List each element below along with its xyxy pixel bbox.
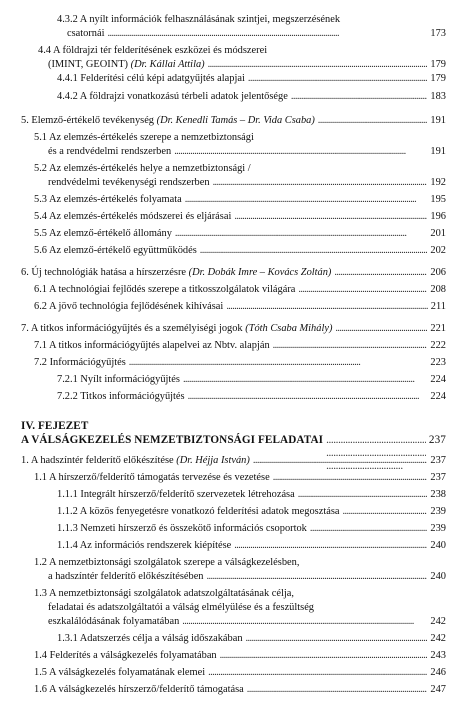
leader-dots <box>226 301 427 313</box>
toc-entry-text: 1.6 A válságkezelés hírszerző/felderítő támogatása <box>34 684 244 695</box>
toc-page-number: 195 <box>430 194 446 205</box>
toc-entry[interactable] <box>57 540 446 552</box>
toc-entry-text: 6.1 A technológiai fejlődés szerepe a titkosszolgálatok világára <box>34 284 296 295</box>
toc-entry-title: 7. A titkos információgyűjtés és a személyiségi jogok <box>21 323 246 334</box>
toc-entry-text: 1.1.1 Integrált hírszerző/felderítő szervezetek létrehozása <box>57 489 295 500</box>
toc-page-number: 211 <box>430 301 446 312</box>
toc-entry-text: 1.1.4 Az információs rendszerek kiépítése <box>57 540 232 551</box>
toc-page-number: 221 <box>430 323 446 334</box>
toc-entry-text: 7.2 Információgyűjtés <box>34 357 126 368</box>
toc-page-number: 246 <box>430 667 446 678</box>
leader-dots <box>273 472 428 484</box>
toc-author: (Dr. Kenedli Tamás – Dr. Vida Csaba) <box>156 115 315 126</box>
leader-dots <box>298 489 428 501</box>
toc-entry-text: 6.2 A jövő technológia fejlődésének kihívásai <box>34 301 224 312</box>
toc-entry-text <box>48 59 205 71</box>
toc-page-number: 242 <box>430 633 446 644</box>
toc-entry-text: feladatai és adatszolgáltatói a válság elmélyülése és a feszültség <box>48 602 315 613</box>
toc-entry-text: 1.3.1 Adatszerzés célja a válság időszakában <box>57 633 243 644</box>
toc-page-number: 191 <box>430 146 446 157</box>
toc-entry-text: 1.3 A nemzetbiztonsági szolgálatok adatszolgáltatásának célja, <box>34 588 294 599</box>
toc-page-number: 191 <box>430 115 446 126</box>
toc-entry-text: 1.2 A nemzetbiztonsági szolgálatok szerepe a válságkezelésben, <box>34 557 300 568</box>
toc-line <box>34 163 467 175</box>
leader-dots <box>188 391 428 403</box>
chapter-title: A VÁLSÁGKEZELÉS NEMZETBIZTONSÁGI FELADATAI <box>21 434 324 446</box>
leader-dots <box>326 434 426 473</box>
leader-dots <box>207 571 428 583</box>
toc-entry[interactable] <box>34 284 446 296</box>
toc-entry-text: 5.5 Az elemző-értékelő állomány <box>34 228 172 239</box>
chapter-title-entry[interactable] <box>21 434 446 473</box>
toc-page-number: 237 <box>430 455 446 466</box>
leader-dots <box>342 506 427 518</box>
toc-page-number: 242 <box>430 616 446 627</box>
leader-dots <box>182 616 427 628</box>
toc-page-number: 240 <box>430 571 446 582</box>
toc-entry-text: 7.2.1 Nyílt információgyűjtés <box>57 374 180 385</box>
toc-entry[interactable] <box>21 455 446 467</box>
toc-author: (Dr. Kállai Attila) <box>130 59 205 70</box>
toc-entry[interactable] <box>48 146 446 158</box>
toc-entry-text: 1.4 Felderítés a válságkezelés folyamatában <box>34 650 217 661</box>
toc-entry[interactable] <box>67 28 446 40</box>
toc-page-number: 243 <box>430 650 446 661</box>
toc-entry[interactable] <box>34 194 446 206</box>
toc-entry[interactable] <box>48 59 446 71</box>
toc-line <box>57 14 467 26</box>
toc-entry-text <box>21 323 332 335</box>
toc-entry[interactable] <box>34 472 446 484</box>
toc-entry-text: eszkalálódásának folyamatában <box>48 616 180 627</box>
toc-entry[interactable] <box>34 301 446 313</box>
toc-entry[interactable] <box>21 323 446 335</box>
toc-entry-text: 1.1.2 A közös fenyegetésre vonatkozó felderítési adatok megosztása <box>57 506 340 517</box>
leader-dots <box>129 357 428 369</box>
toc-line <box>34 132 467 144</box>
leader-dots <box>335 323 427 335</box>
toc-entry[interactable] <box>57 374 446 386</box>
toc-entry[interactable] <box>57 91 446 103</box>
toc-page-number: 239 <box>430 523 446 534</box>
toc-page-number: 202 <box>430 245 446 256</box>
toc-page-number: 179 <box>430 59 446 70</box>
toc-entry[interactable] <box>34 340 446 352</box>
toc-entry-text: 5.4 Az elemzés-értékelés módszerei és eljárásai <box>34 211 232 222</box>
leader-dots <box>318 115 428 127</box>
toc-line <box>34 588 467 600</box>
toc-line <box>48 602 467 614</box>
toc-entry-text: 4.3.2 A nyílt információk felhasználásának szintjei, megszerzésének <box>57 14 341 25</box>
toc-page-number: 201 <box>430 228 446 239</box>
toc-entry-text: 1.1 A hírszerző/felderítő támogatás tervezése és vezetése <box>34 472 270 483</box>
leader-dots <box>208 59 428 71</box>
toc-entry[interactable] <box>34 245 446 257</box>
toc-page-number: 183 <box>430 91 446 102</box>
leader-dots <box>175 228 427 240</box>
toc-entry[interactable] <box>34 650 446 662</box>
toc-entry[interactable] <box>48 616 446 628</box>
leader-dots <box>200 245 428 257</box>
leader-dots <box>183 374 427 386</box>
toc-entry-text: 4.4.1 Felderítési célú képi adatgyűjtés alapjai <box>57 73 245 84</box>
toc-entry-text: 5.3 Az elemzés-értékelés folyamata <box>34 194 182 205</box>
toc-page-number: 239 <box>430 506 446 517</box>
toc-entry-text <box>21 115 315 127</box>
toc-entry-text: 5.6 Az elemző-értékelő együttműködés <box>34 245 197 256</box>
toc-entry-text: 5.2 Az elemzés-értékelés helye a nemzetbiztonsági / <box>34 163 251 174</box>
leader-dots <box>248 73 428 85</box>
toc-entry[interactable] <box>57 489 446 501</box>
toc-entry[interactable] <box>57 633 446 645</box>
leader-dots <box>174 146 427 158</box>
toc-entry-title: 1. A hadszíntér felderítő előkészítése <box>21 455 177 466</box>
toc-page-number: 196 <box>430 211 446 222</box>
toc-entry[interactable] <box>21 115 446 127</box>
toc-page-number: 238 <box>430 489 446 500</box>
leader-dots <box>234 540 427 552</box>
toc-entry-title: 5. Elemző-értékelő tevékenység <box>21 115 157 126</box>
toc-page-number: 224 <box>430 391 446 402</box>
toc-entry-text <box>21 455 250 467</box>
toc-entry[interactable] <box>57 391 446 403</box>
toc-entry[interactable] <box>34 228 446 240</box>
toc-entry-text: 5.1 Az elemzés-értékelés szerepe a nemzetbiztonsági <box>34 132 254 143</box>
toc-entry[interactable] <box>57 73 446 85</box>
chapter-heading: IV. FEJEZET <box>21 420 89 432</box>
toc-page-number: 173 <box>430 28 446 39</box>
toc-line <box>34 557 467 569</box>
toc-entry[interactable] <box>48 571 446 583</box>
toc-page-number: 192 <box>430 177 446 188</box>
toc-entry-text: csatornái <box>67 28 105 39</box>
toc-page-number: 240 <box>430 540 446 551</box>
toc-entry-text: a hadszíntér felderítő előkészítésében <box>48 571 204 582</box>
toc-entry-text: 4.4 A földrajzi tér felderítésének eszközei és módszerei <box>38 45 268 56</box>
toc-page-number: 237 <box>428 434 446 446</box>
toc-entry[interactable] <box>57 506 446 518</box>
toc-entry-title: (IMINT, GEOINT) <box>48 59 131 70</box>
toc-page-number: 247 <box>430 684 446 695</box>
toc-author: (Dr. Dobák Imre – Kovács Zoltán) <box>188 267 332 278</box>
toc-page-number: 223 <box>430 357 446 368</box>
toc-entry-text: 7.2.2 Titkos információgyűjtés <box>57 391 185 402</box>
toc-page-number: 224 <box>430 374 446 385</box>
toc-entry-text: 1.5 A válságkezelés folyamatának elemei <box>34 667 206 678</box>
leader-dots <box>220 650 428 662</box>
toc-page-number: 179 <box>430 73 446 84</box>
leader-dots <box>185 194 428 206</box>
toc-entry[interactable] <box>34 357 446 369</box>
toc-entry-text: 1.1.3 Nemzeti hírszerző és összekötő információs csoportok <box>57 523 307 534</box>
leader-dots <box>234 211 427 223</box>
leader-dots <box>253 455 428 467</box>
toc-entry[interactable] <box>21 267 446 279</box>
leader-dots <box>291 91 428 103</box>
toc-author: (Dr. Héjja István) <box>176 455 250 466</box>
toc-page-number: 208 <box>430 284 446 295</box>
toc-author: (Tóth Csaba Mihály) <box>245 323 333 334</box>
toc-entry-text: 7.1 A titkos információgyűjtés alapelvei az Nbtv. alapján <box>34 340 270 351</box>
toc-page-number: 237 <box>430 472 446 483</box>
leader-dots <box>213 177 428 189</box>
toc-page-number: 222 <box>430 340 446 351</box>
leader-dots <box>247 684 428 696</box>
toc-entry[interactable] <box>48 177 446 189</box>
leader-dots <box>108 28 428 40</box>
leader-dots <box>246 633 428 645</box>
leader-dots <box>310 523 428 535</box>
leader-dots <box>208 667 427 679</box>
toc-entry[interactable] <box>34 684 446 696</box>
toc-entry[interactable] <box>34 211 446 223</box>
toc-entry-text: 4.4.2 A földrajzi vonatkozású térbeli adatok jelentősége <box>57 91 288 102</box>
toc-line <box>38 45 467 57</box>
leader-dots <box>273 340 428 352</box>
leader-dots <box>334 267 427 279</box>
toc-entry-text: rendvédelmi tevékenységi rendszerben <box>48 177 210 188</box>
leader-dots <box>298 284 427 296</box>
toc-entry[interactable] <box>57 523 446 535</box>
toc-page-number: 206 <box>430 267 446 278</box>
toc-entry-text <box>21 267 331 279</box>
toc-entry[interactable] <box>34 667 446 679</box>
toc-entry-text: és a rendvédelmi rendszerben <box>48 146 172 157</box>
toc-entry-title: 6. Új technológiák hatása a hírszerzésre <box>21 267 189 278</box>
